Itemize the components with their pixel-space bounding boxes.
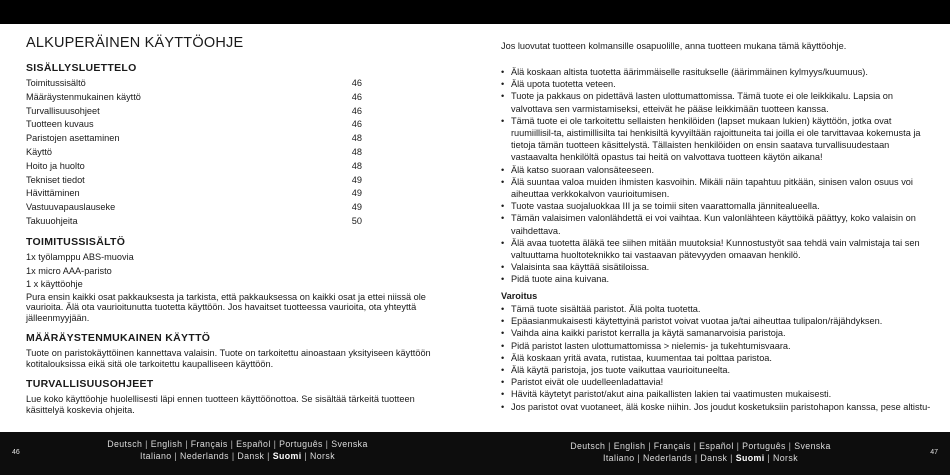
page-number-left: 46 xyxy=(12,449,20,456)
toc-entry xyxy=(26,201,362,215)
language-link-dansk[interactable]: Dansk xyxy=(700,452,728,463)
document-title: ALKUPERÄINEN KÄYTTÖOHJE xyxy=(26,35,244,51)
language-selector xyxy=(463,441,938,464)
language-link-dansk[interactable]: Dansk xyxy=(237,450,265,461)
safety-bullet: • Älä katso suoraan valonsäteeseen. xyxy=(501,164,933,176)
language-link-deutsch[interactable]: Deutsch xyxy=(570,441,606,451)
language-link-nederlands[interactable]: Nederlands xyxy=(642,452,692,463)
delivery-line: 1x työlamppu ABS-muovia xyxy=(26,252,134,262)
language-separator: | xyxy=(231,450,235,461)
safety-bullet: • Tuote vastaa suojaluokkaa III ja se toimii siten vaarattomalla jännitealueella. xyxy=(501,200,933,212)
language-separator: | xyxy=(273,439,277,449)
language-link-norsk[interactable]: Norsk xyxy=(773,452,798,463)
toc-entry xyxy=(26,187,362,201)
toc-entry-page: 46 xyxy=(351,119,362,130)
warning-bullet: • Älä koskaan yritä avata, rutistaa, kuumentaa tai polttaa paristoa. xyxy=(501,352,933,364)
language-link-nederlands[interactable]: Nederlands xyxy=(179,450,229,461)
language-link-svenska[interactable]: Svenska xyxy=(331,439,368,449)
toc-entry-page: 49 xyxy=(351,202,362,213)
footer-left xyxy=(0,432,475,475)
toc-entry-label: Hoito ja huolto xyxy=(26,160,85,171)
safety-bullet: • Tuote ja pakkaus on pidettävä lasten ulottumattomissa. Tämä tuote ei ole leikkikalu. Lapsia on valvottava sen varmistamiseksi, etteivät he pääse leikkimään tuotteen kanssa. xyxy=(501,90,933,114)
toc-entry xyxy=(26,77,362,91)
intended-use-text: Tuote on paristokäyttöinen kannettava valaisin. Tuote on tarkoitettu ainoastaan yksityiseen käyttöön kotitalouksissa eikä sitä ole tarkoitettu kaupalliseen käyttöön. xyxy=(26,348,431,369)
toc-heading: SISÄLLYSLUETTELO xyxy=(26,62,137,74)
toc-entry xyxy=(26,91,362,105)
language-link-italiano[interactable]: Italiano xyxy=(602,452,635,463)
top-black-bar xyxy=(0,0,950,24)
toc-entry-label: Käyttö xyxy=(26,146,53,157)
toc-entry-page: 49 xyxy=(351,188,362,199)
warning-bullet: • Tämä tuote sisältää paristot. Älä polta tuotetta. xyxy=(501,303,933,315)
language-separator: | xyxy=(736,441,740,451)
safety-bullet: • Älä koskaan altista tuotetta äärimmäiselle rasitukselle (äärimmäinen kylmyys/kuumuus). xyxy=(501,66,933,78)
language-separator: | xyxy=(174,450,178,461)
page-number-right: 47 xyxy=(930,449,938,456)
language-link-norsk[interactable]: Norsk xyxy=(310,450,335,461)
intended-use-heading: MÄÄRÄYSTENMUKAINEN KÄYTTÖ xyxy=(26,332,211,344)
toc-entry-page: 46 xyxy=(351,78,362,88)
delivery-heading: TOIMITUSSISÄLTÖ xyxy=(26,236,126,248)
toc-entry-label: Paristojen asettaminen xyxy=(26,133,120,144)
language-separator: | xyxy=(730,452,733,463)
language-separator: | xyxy=(145,439,148,449)
language-link-italiano[interactable]: Italiano xyxy=(139,450,172,461)
table-of-contents xyxy=(26,77,362,229)
language-separator: | xyxy=(767,452,771,463)
toc-entry-label: Tuotteen kuvaus xyxy=(26,119,94,130)
safety-bullet: • Tämän valaisimen valonlähdettä ei voi vaihtaa. Kun valonlähteen käyttöikä päättyy, koko valaisin on vaihdettava. xyxy=(501,212,933,236)
safety-heading: TURVALLISUUSOHJEET xyxy=(26,378,154,390)
intro-text: Jos luovutat tuotteen kolmansille osapuolille, anna tuotteen mukana tämä käyttöohje. xyxy=(501,41,847,51)
language-link-français[interactable]: Français xyxy=(653,441,691,451)
delivery-line: 1x micro AAA-paristo xyxy=(26,265,112,276)
toc-entry-page: 46 xyxy=(351,105,362,116)
language-separator: | xyxy=(185,439,188,449)
toc-entry-page: 46 xyxy=(351,91,362,102)
left-page xyxy=(0,24,475,432)
toc-entry xyxy=(26,215,362,229)
language-selector xyxy=(0,439,475,462)
warning-bullet: • Hävitä käytetyt paristot/akut aina paikallisten lakien tai vaatimusten mukaisesti. xyxy=(501,388,933,400)
delivery-contents xyxy=(26,251,446,324)
language-separator: | xyxy=(304,450,308,461)
language-separator: | xyxy=(325,439,329,449)
toc-entry xyxy=(26,174,362,188)
toc-entry xyxy=(26,118,362,132)
warning-bullet: • Jos paristot ovat vuotaneet, älä koske niihin. Jos joudut kosketuksiin paristohapon kanssa, pese altistu- xyxy=(501,401,933,413)
safety-bullet: • Älä suuntaa valoa muiden ihmisten kasvoihin. Mikäli näin tapahtuu pitkään, sinisen valon osuus voi aiheuttaa verkkokalvon vaurioitumisen. xyxy=(501,176,933,200)
language-separator: | xyxy=(608,441,611,451)
safety-bullet: • Valaisinta saa käyttää sisätiloissa. xyxy=(501,261,933,273)
toc-entry-page: 48 xyxy=(351,146,362,157)
footer-right xyxy=(475,432,950,475)
toc-entry xyxy=(26,132,362,146)
language-link-english[interactable]: English xyxy=(613,441,646,451)
language-link-español[interactable]: Español xyxy=(699,441,734,451)
warning-bullet: • Pidä paristot lasten ulottumattomissa > nielemis- ja tukehtumisvaara. xyxy=(501,340,933,352)
safety-text: Lue koko käyttöohje huolellisesti läpi ennen tuotteen käyttöönottoa. Se sisältää tärkeitä tuotteen käsittelyä koskevia ohjeita. xyxy=(26,394,415,415)
language-link-english[interactable]: English xyxy=(150,439,183,449)
warning-bullet: • Älä käytä paristoja, jos tuote vaikuttaa vaurioituneelta. xyxy=(501,364,933,376)
toc-entry-label: Takuuohjeita xyxy=(26,215,78,226)
toc-entry xyxy=(26,160,362,174)
toc-entry-label: Määräystenmukainen käyttö xyxy=(26,91,141,102)
toc-entry-label: Turvallisuusohjeet xyxy=(26,105,100,116)
language-separator: | xyxy=(694,452,698,463)
right-page xyxy=(475,24,950,432)
toc-entry xyxy=(26,105,362,119)
language-link-français[interactable]: Français xyxy=(190,439,228,449)
delivery-paragraph: Pura ensin kaikki osat pakkauksesta ja tarkista, että pakkauksessa on kaikki osat ja ettei niissä ole vaurioita. Älä ota vaurioitunutta tuotetta käyttöön. Jos havaitset tuotteessa vaurioita, ota yhteyttä jälleenmyyjään. xyxy=(26,291,426,324)
toc-entry-page: 49 xyxy=(351,174,362,185)
toc-entry-label: Toimitussisältö xyxy=(26,78,86,88)
language-link-deutsch[interactable]: Deutsch xyxy=(107,439,143,449)
language-separator: | xyxy=(637,452,641,463)
safety-bullet: • Älä upota tuotetta veteen. xyxy=(501,78,933,90)
safety-bullet: • Älä avaa tuotetta äläkä tee siihen mitään muutoksia! Kunnostustyöt saa tehdä vain valmistaja tai sen valtuuttama huoltoteknikko tai vastaavan pätevyyden omaavan henkilö. xyxy=(501,237,933,261)
language-link-português[interactable]: Português xyxy=(279,439,323,449)
safety-bullet: • Tämä tuote ei ole tarkoitettu sellaisten henkilöiden (lapset mukaan lukien) käyttöön, jotka ovat ruumiillisil-ta, aistimillisilta tai henkisiltä kyvyiltään rajoittuneita tai joilla ei ole tarvittavaa kokemusta ja tietoja tämän tuotteen käsittelystä. Tällaisten henkilöiden on ensin saatava turvallisuudestaan vastaavalta henkilöltä opastus tai heitä on valvottava tuotteen käytön aikana! xyxy=(501,115,933,164)
language-link-español[interactable]: Español xyxy=(236,439,271,449)
language-link-svenska[interactable]: Svenska xyxy=(794,441,831,451)
toc-entry xyxy=(26,146,362,160)
warning-bullet: • Epäasianmukaisesti käytettyinä paristot voivat vuotaa ja/tai aiheuttaa tulipalon/räjähdyksen. xyxy=(501,315,933,327)
warnings-heading: Varoitus xyxy=(501,291,538,301)
language-link-suomi[interactable]: Suomi xyxy=(735,452,765,463)
warnings-bullet-list xyxy=(501,303,933,413)
toc-entry-label: Tekniset tiedot xyxy=(26,174,85,185)
language-separator: | xyxy=(648,441,651,451)
toc-entry-page: 48 xyxy=(351,160,362,171)
toc-entry-page: 50 xyxy=(351,215,362,226)
warning-bullet: • Paristot eivät ole uudelleenladattavia! xyxy=(501,376,933,388)
delivery-line: 1 x käyttöohje xyxy=(26,279,83,289)
language-separator: | xyxy=(693,441,697,451)
language-separator: | xyxy=(230,439,234,449)
language-separator: | xyxy=(267,450,270,461)
language-link-português[interactable]: Português xyxy=(742,441,786,451)
language-separator: | xyxy=(788,441,792,451)
toc-entry-page: 48 xyxy=(351,133,362,144)
toc-entry-label: Hävittäminen xyxy=(26,188,80,199)
safety-bullet-list xyxy=(501,66,933,286)
toc-entry-label: Vastuuvapauslauseke xyxy=(26,202,116,213)
language-link-suomi[interactable]: Suomi xyxy=(272,450,302,461)
safety-bullet: • Pidä tuote aina kuivana. xyxy=(501,273,933,285)
warning-bullet: • Vaihda aina kaikki paristot kerralla ja käytä samanarvoisia paristoja. xyxy=(501,327,933,339)
